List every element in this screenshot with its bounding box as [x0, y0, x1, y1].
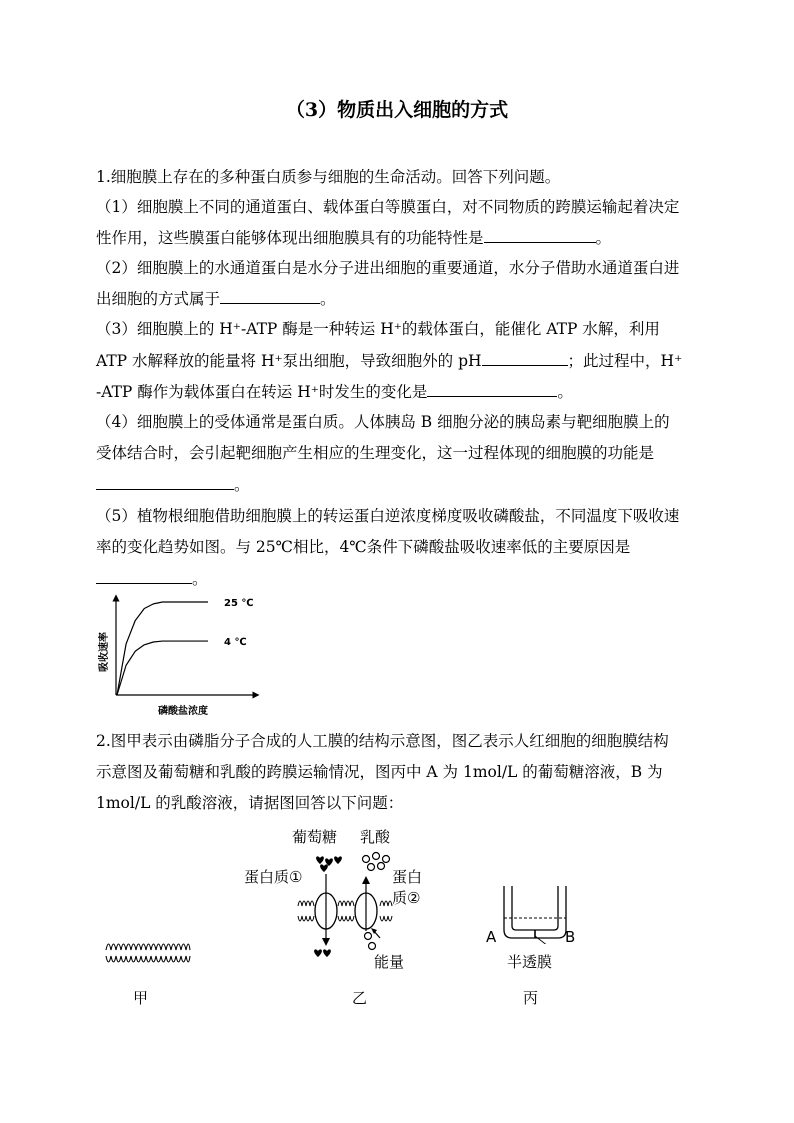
- label-protein-2-bottom: 质②: [392, 889, 421, 907]
- answer-blank-5[interactable]: [96, 474, 234, 490]
- q1-part1-text: 性作用，这些膜蛋白能够体现出细胞膜具有的功能特性是: [96, 229, 484, 247]
- u-tube-figure: [496, 884, 576, 944]
- answer-blank-2[interactable]: [220, 288, 320, 304]
- x-axis-label: 磷酸盐浓度: [158, 706, 208, 717]
- answer-blank-4[interactable]: [427, 381, 557, 397]
- label-b: B: [565, 928, 576, 946]
- q1-part2-line1: （2）细胞膜上的水通道蛋白是水分子进出细胞的重要通道，水分子借助水通道蛋白进: [96, 259, 680, 277]
- series-label-0: 25 ℃: [224, 598, 254, 609]
- label-glucose: 葡萄糖: [292, 828, 338, 846]
- absorption-chart: [96, 592, 266, 720]
- q1-part3-line3: -ATP 酶作为载体蛋白在转运 H⁺时发生的变化是 。: [96, 383, 573, 401]
- q1-part3-line2: ATP 水解释放的能量将 H⁺泵出细胞，导致细胞外的 pH ；此过程中，H⁺: [96, 352, 683, 370]
- series-line-1: [117, 641, 208, 695]
- label-a: A: [486, 928, 497, 946]
- q1-part4-line1: （4）细胞膜上的受体通常是蛋白质。人体胰岛 B 细胞分泌的胰岛素与靶细胞膜上的: [96, 413, 670, 431]
- q2-intro-line2: 示意图及葡萄糖和乳酸的跨膜运输情况，图丙中 A 为 1mol/L 的葡萄糖溶液，B 为: [96, 763, 663, 781]
- q1-part5-line2: 率的变化趋势如图。与 25℃相比，4℃条件下磷酸盐吸收速率低的主要原因是: [96, 538, 631, 556]
- series-line-0: [117, 602, 208, 695]
- label-protein-2-top: 蛋白: [392, 868, 423, 886]
- bilayer-left: [298, 901, 314, 921]
- answer-blank-6[interactable]: [96, 568, 192, 584]
- answer-blank-1[interactable]: [484, 227, 596, 243]
- series-label-1: 4 ℃: [224, 637, 247, 649]
- bilayer-mid: [338, 901, 354, 921]
- caption-jia: 甲: [133, 989, 149, 1007]
- q2-intro-line1: 2.图甲表示由磷脂分子合成的人工膜的结构示意图，图乙表示人红细胞的细胞膜结构: [96, 732, 669, 750]
- phospholipid-bottom-layer: [106, 956, 190, 962]
- q1-part4-line3: 。: [96, 474, 250, 495]
- q1-intro: 1.细胞膜上存在的多种蛋白质参与细胞的生命活动。回答下列问题。: [96, 168, 561, 186]
- label-semipermeable-membrane: 半透膜: [507, 953, 553, 971]
- u-tube-inner: [512, 886, 558, 930]
- bilayer-right: [380, 901, 392, 921]
- q1-part2-line2: 出细胞的方式属于 。: [96, 290, 336, 308]
- answer-blank-3[interactable]: [482, 350, 568, 366]
- q2-intro-line3: 1mol/L 的乳酸溶液，请据图回答以下问题：: [96, 794, 404, 812]
- caption-bing: 丙: [523, 989, 539, 1007]
- phospholipid-top-layer: [106, 944, 190, 950]
- label-lactic-acid: 乳酸: [360, 828, 391, 846]
- caption-yi: 乙: [352, 989, 368, 1007]
- q1-part5-line1: （5）植物根细胞借助细胞膜上的转运蛋白逆浓度梯度吸收磷酸盐，不同温度下吸收速: [96, 507, 680, 525]
- q1-part1-line1: （1）细胞膜上不同的通道蛋白、载体蛋白等膜蛋白，对不同物质的跨膜运输起着决定: [96, 198, 680, 216]
- label-energy: 能量: [374, 953, 405, 971]
- page-title: （3）物质出入细胞的方式: [285, 99, 509, 121]
- artificial-membrane-figure: [104, 936, 192, 970]
- y-axis-label: 吸收速率: [99, 632, 110, 672]
- q1-part3-line1: （3）细胞膜上的 H⁺-ATP 酶是一种转运 H⁺的载体蛋白，能催化 ATP 水解，利用: [96, 320, 660, 338]
- q1-part1-line2: 性作用，这些膜蛋白能够体现出细胞膜具有的功能特性是 。: [96, 229, 612, 247]
- label-protein-1: 蛋白质①: [244, 868, 303, 886]
- q1-part5-line3: 。: [96, 568, 208, 589]
- q1-part4-line2: 受体结合时，会引起靶细胞产生相应的生理变化，这一过程体现的细胞膜的功能是: [96, 444, 655, 462]
